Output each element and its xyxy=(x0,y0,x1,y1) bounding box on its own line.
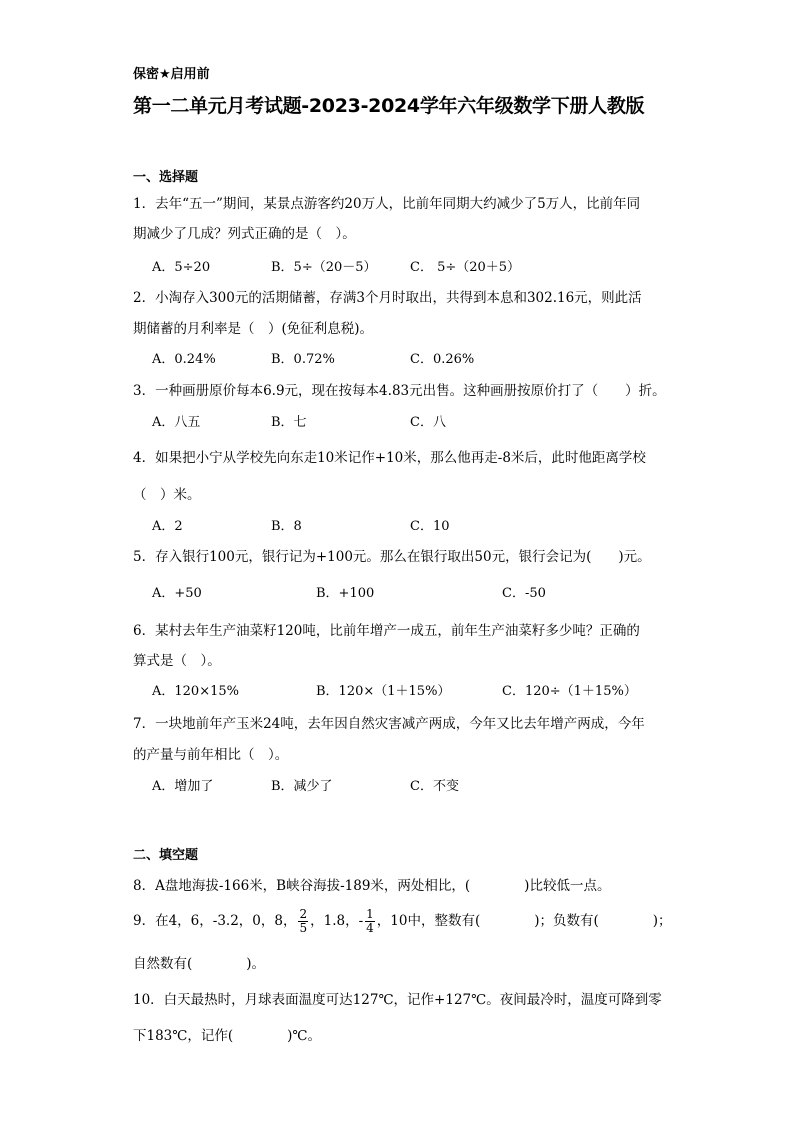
question-6-option-a: A．120×15% xyxy=(152,684,239,699)
question-5-option-b: B．+100 xyxy=(316,586,375,601)
question-6-option-c: C．120÷（1＋15%） xyxy=(502,684,637,699)
question-9-mid: ，1.8，- xyxy=(310,913,364,929)
section-heading-fill: 二、填空题 xyxy=(133,848,199,863)
question-6-line-1: 6．某村去年生产油菜籽120吨，比前年增产一成五，前年生产油菜籽多少吨？正确的 xyxy=(133,623,640,639)
question-3-option-c: C．八 xyxy=(410,415,446,430)
question-7-line-1: 7．一块地前年产玉米24吨，去年因自然灾害减产两成，今年又比去年增产两成，今年 xyxy=(133,716,645,732)
question-2-option-a: A．0.24% xyxy=(152,352,216,367)
question-5-option-a: A．+50 xyxy=(152,586,202,601)
question-9-prefix: 9．在4，6，-3.2，0，8， xyxy=(133,913,297,929)
section-heading-choice: 一、选择题 xyxy=(133,170,199,185)
question-3-option-b: B．七 xyxy=(271,415,307,430)
question-9-suffix: ，10中，整数有( )；负数有( )； xyxy=(376,913,672,929)
question-2-line-2: 期储蓄的月利率是（ ）(免征利息税)。 xyxy=(133,321,374,337)
question-7-option-b: B．减少了 xyxy=(271,779,333,794)
question-1-option-c: C． 5÷（20＋5） xyxy=(410,260,521,275)
question-2-option-c: C．0.26% xyxy=(410,352,475,367)
question-6-line-2: 算式是（ ）。 xyxy=(133,653,221,669)
question-3-option-a: A．八五 xyxy=(152,415,201,430)
question-10-line-2: 下183℃，记作( )℃。 xyxy=(133,1028,322,1044)
question-2-option-b: B．0.72% xyxy=(271,352,335,367)
exam-title: 第一二单元月考试题-2023-2024学年六年级数学下册人教版 xyxy=(133,95,645,117)
question-4-option-b: B．8 xyxy=(271,519,302,534)
question-10-line-1: 10．白天最热时，月球表面温度可达127℃，记作+127℃。夜间最冷时，温度可降到零 xyxy=(133,992,662,1008)
question-6-option-b: B．120×（1＋15%） xyxy=(316,684,451,699)
question-1-line-2: 期减少了几成？列式正确的是（ ）。 xyxy=(133,226,356,242)
question-4-line-1: 4．如果把小宁从学校先向东走10米记作+10米，那么他再走-8米后，此时他距离学校 xyxy=(133,450,646,466)
question-4-option-a: A．2 xyxy=(152,519,183,534)
question-5-option-c: C．-50 xyxy=(502,586,546,601)
fraction-one-fourth: $\frac{1}{4}$ xyxy=(366,907,374,935)
question-2-line-1: 2．小淘存入300元的活期储蓄，存满3个月时取出，共得到本息和302.16元，则此活 xyxy=(133,290,642,306)
question-9-line-1 xyxy=(133,908,672,935)
question-7-option-a: A．增加了 xyxy=(152,779,214,794)
fraction-two-fifths: $\frac{2}{5}$ xyxy=(299,907,308,935)
question-8-line-1: 8．A盘地海拔-166米，B峡谷海拔-189米，两处相比，( )比较低一点。 xyxy=(133,878,611,894)
question-1-line-1: 1．去年“五一”期间，某景点游客约20万人，比前年同期大约减少了5万人，比前年同 xyxy=(133,196,641,212)
confidential-label: 保密★启用前 xyxy=(133,67,210,82)
question-7-option-c: C．不变 xyxy=(410,779,459,794)
question-3-line-1: 3．一种画册原价每本6.9元，现在按每本4.83元出售。这种画册按原价打了（ ）折。 xyxy=(133,383,666,399)
question-9-line-2: 自然数有( )。 xyxy=(133,956,266,972)
question-7-line-2: 的产量与前年相比（ ）。 xyxy=(133,747,289,763)
question-1-option-b: B．5÷（20－5） xyxy=(271,260,377,275)
question-1-option-a: A．5÷20 xyxy=(152,260,211,275)
question-4-line-2: （ ）米。 xyxy=(133,487,201,503)
question-4-option-c: C．10 xyxy=(410,519,450,534)
question-5-line-1: 5．存入银行100元，银行记为+100元。那么在银行取出50元，银行会记为( )元。 xyxy=(133,549,651,565)
